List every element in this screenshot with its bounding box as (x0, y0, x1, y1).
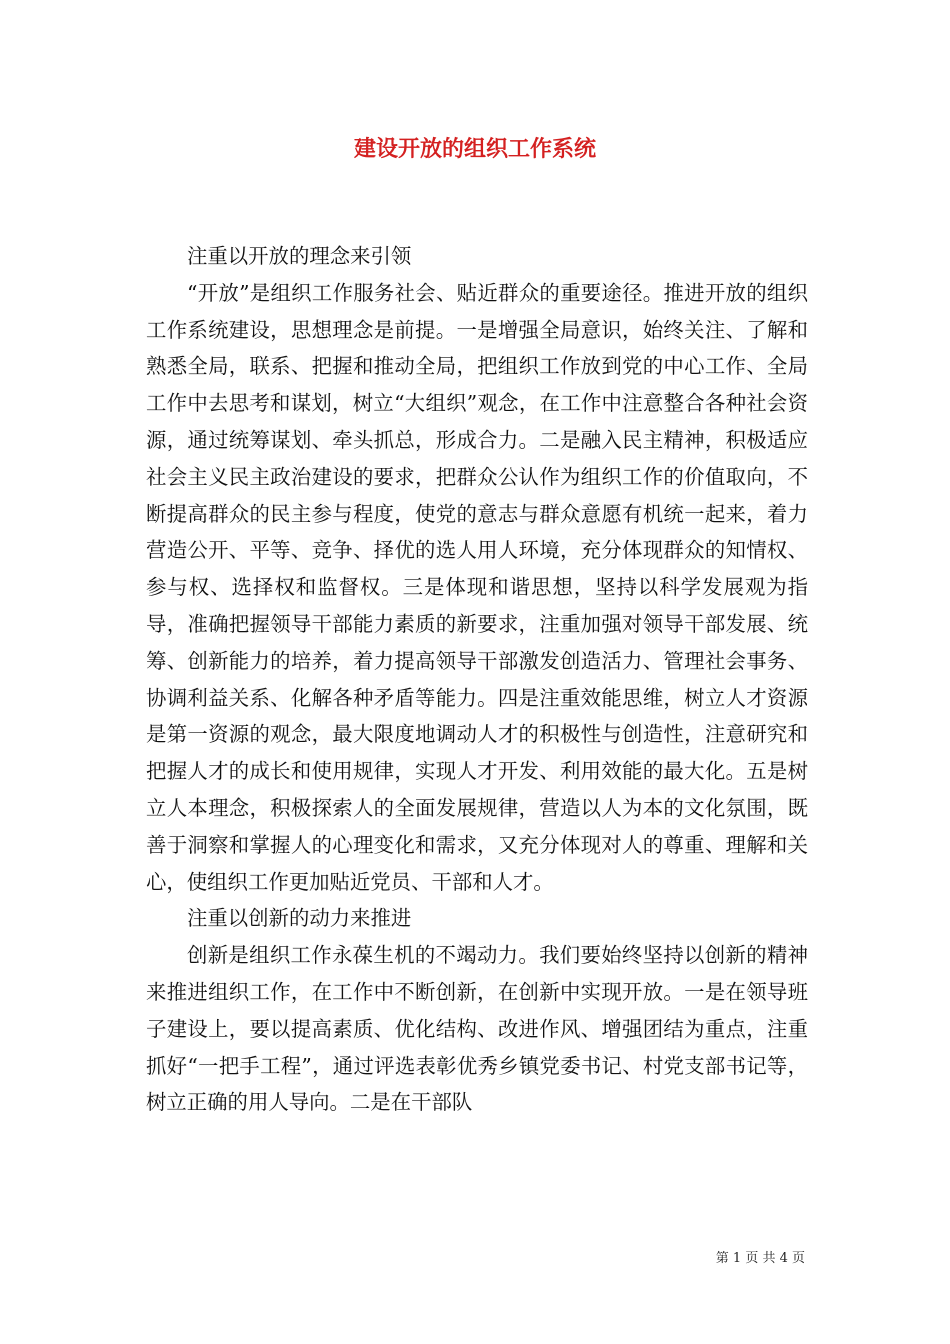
document-title: 建设开放的组织工作系统 (353, 136, 596, 162)
page-number-footer: 第 1 页 共 4 页 (715, 1251, 805, 1266)
section-paragraph-2: 创新是组织工作永葆生机的不竭动力。我们要始终坚持以创新的精神来推进组织工作，在工作中不断创新，在创新中实现开放。一是在领导班子建设上，要以提高素质、优化结构、改进作风、增强团结为重点，注重抓好“一把手工程”，通过评选表彰优秀乡镇党委书记、村党支部书记等，树立正确的用人导向。二是在干部队 (146, 943, 808, 1115)
document-body (146, 238, 808, 1121)
section-heading-2: 注重以创新的动力来推进 (187, 906, 412, 931)
section-paragraph-1: “开放”是组织工作服务社会、贴近群众的重要途径。推进开放的组织工作系统建设，思想理念是前提。一是增强全局意识，始终关注、了解和熟悉全局，联系、把握和推动全局，把组织工作放到党的中心工作、全局工作中去思考和谋划，树立“大组织”观念，在工作中注意整合各种社会资源，通过统筹谋划、牵头抓总，形成合力。二是融入民主精神，积极适应社会主义民主政治建设的要求，把群众公认作为组织工作的价值取向，不断提高群众的民主参与程度，使党的意志与群众意愿有机统一起来，着力营造公开、平等、竞争、择优的选人用人环境，充分体现群众的知情权、参与权、选择权和监督权。三是体现和谐思想，坚持以科学发展观为指导，准确把握领导干部能力素质的新要求，注重加强对领导干部发展、统筹、创新能力的培养，着力提高领导干部激发创造活力、管理社会事务、协调利益关系、化解各种矛盾等能力。四是注重效能思维，树立人才资源是第一资源的观念，最大限度地调动人才的积极性与创造性，注意研究和把握人才的成长和使用规律，实现人才开发、利用效能的最大化。五是树立人本理念，积极探索人的全面发展规律，营造以人为本的文化氛围，既善于洞察和掌握人的心理变化和需求，又充分体现对人的尊重、理解和关心，使组织工作更加贴近党员、干部和人才。 (146, 280, 808, 894)
section-heading-1: 注重以开放的理念来引领 (187, 244, 412, 268)
